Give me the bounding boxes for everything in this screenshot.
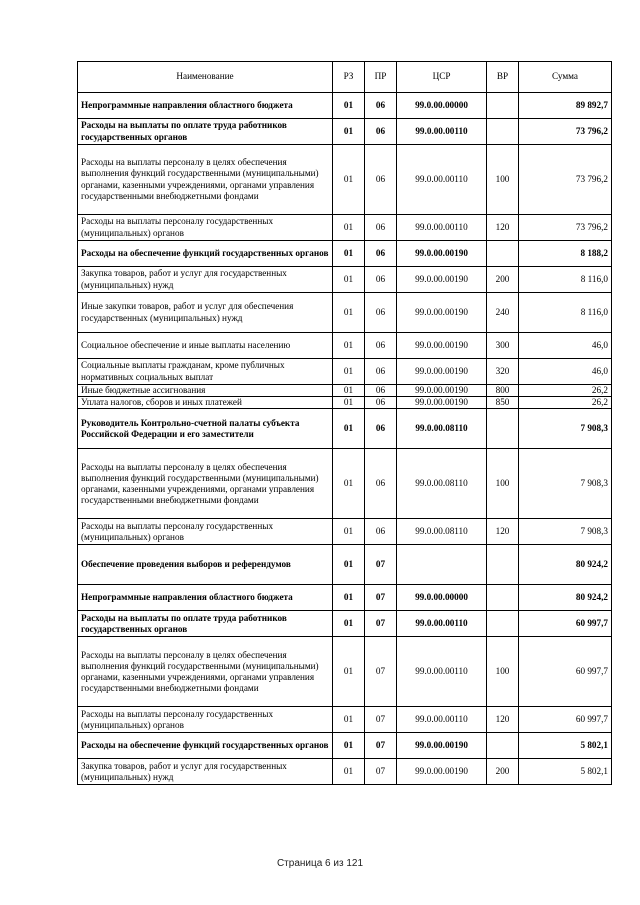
cell-pr: 06 bbox=[365, 93, 397, 119]
cell-rz: 01 bbox=[333, 359, 365, 385]
cell-sum: 8 116,0 bbox=[519, 293, 612, 333]
cell-name: Расходы на выплаты персоналу государственных (муниципальных) органов bbox=[78, 707, 333, 733]
cell-sum: 7 908,3 bbox=[519, 409, 612, 449]
table-row bbox=[78, 733, 612, 759]
cell-vr bbox=[487, 93, 519, 119]
cell-name: Обеспечение проведения выборов и референдумов bbox=[78, 545, 333, 585]
table-row bbox=[78, 545, 612, 585]
cell-name: Иные закупки товаров, работ и услуг для обеспечения государственных (муниципальных) нужд bbox=[78, 293, 333, 333]
cell-vr: 850 bbox=[487, 397, 519, 409]
table-row bbox=[78, 359, 612, 385]
cell-vr bbox=[487, 119, 519, 145]
cell-rz: 01 bbox=[333, 333, 365, 359]
cell-vr bbox=[487, 241, 519, 267]
cell-csr: 99.0.00.00000 bbox=[397, 585, 487, 611]
header-rz: РЗ bbox=[333, 62, 365, 93]
cell-sum: 7 908,3 bbox=[519, 449, 612, 519]
table-row bbox=[78, 333, 612, 359]
cell-rz: 01 bbox=[333, 707, 365, 733]
cell-pr: 07 bbox=[365, 637, 397, 707]
cell-name: Расходы на выплаты персоналу в целях обеспечения выполнения функций государственными (муниципальными) органами, казенными учреждениями, органами управления государственными внебюджетными фондами bbox=[78, 637, 333, 707]
table-row bbox=[78, 449, 612, 519]
cell-rz: 01 bbox=[333, 611, 365, 637]
cell-pr: 06 bbox=[365, 215, 397, 241]
cell-csr: 99.0.00.00190 bbox=[397, 397, 487, 409]
page-number: Страница 6 из 121 bbox=[276, 858, 364, 869]
cell-sum: 26,2 bbox=[519, 385, 612, 397]
cell-rz: 01 bbox=[333, 241, 365, 267]
cell-name: Расходы на выплаты по оплате труда работников государственных органов bbox=[78, 119, 333, 145]
table-row bbox=[78, 93, 612, 119]
cell-csr: 99.0.00.00000 bbox=[397, 93, 487, 119]
cell-name: Расходы на обеспечение функций государственных органов bbox=[78, 733, 333, 759]
header-sum: Сумма bbox=[519, 62, 612, 93]
cell-vr bbox=[487, 733, 519, 759]
cell-vr bbox=[487, 409, 519, 449]
cell-pr: 06 bbox=[365, 397, 397, 409]
cell-pr: 07 bbox=[365, 545, 397, 585]
header-csr: ЦСР bbox=[397, 62, 487, 93]
cell-pr: 06 bbox=[365, 449, 397, 519]
cell-sum: 8 188,2 bbox=[519, 241, 612, 267]
budget-table bbox=[77, 61, 612, 785]
cell-rz: 01 bbox=[333, 585, 365, 611]
table-body bbox=[78, 93, 612, 785]
cell-vr bbox=[487, 611, 519, 637]
cell-pr: 06 bbox=[365, 385, 397, 397]
cell-pr: 07 bbox=[365, 585, 397, 611]
cell-pr: 06 bbox=[365, 409, 397, 449]
cell-csr: 99.0.00.00110 bbox=[397, 145, 487, 215]
cell-csr: 99.0.00.00190 bbox=[397, 333, 487, 359]
table-row bbox=[78, 385, 612, 397]
cell-name: Расходы на выплаты персоналу в целях обеспечения выполнения функций государственными (муниципальными) органами, казенными учреждениями, органами управления государственными внебюджетными фондами bbox=[78, 449, 333, 519]
cell-sum: 73 796,2 bbox=[519, 215, 612, 241]
cell-vr: 100 bbox=[487, 145, 519, 215]
cell-sum: 7 908,3 bbox=[519, 519, 612, 545]
cell-vr: 800 bbox=[487, 385, 519, 397]
cell-pr: 06 bbox=[365, 519, 397, 545]
cell-name: Закупка товаров, работ и услуг для государственных (муниципальных) нужд bbox=[78, 267, 333, 293]
table-row bbox=[78, 119, 612, 145]
cell-sum: 46,0 bbox=[519, 333, 612, 359]
cell-vr bbox=[487, 545, 519, 585]
cell-rz: 01 bbox=[333, 385, 365, 397]
cell-csr: 99.0.00.00110 bbox=[397, 637, 487, 707]
table-row bbox=[78, 611, 612, 637]
cell-rz: 01 bbox=[333, 215, 365, 241]
cell-pr: 07 bbox=[365, 759, 397, 785]
table-row bbox=[78, 241, 612, 267]
table-header-row bbox=[78, 62, 612, 93]
cell-pr: 06 bbox=[365, 145, 397, 215]
cell-sum: 73 796,2 bbox=[519, 119, 612, 145]
cell-vr: 120 bbox=[487, 519, 519, 545]
table-row bbox=[78, 215, 612, 241]
cell-sum: 26,2 bbox=[519, 397, 612, 409]
cell-csr: 99.0.00.00190 bbox=[397, 267, 487, 293]
cell-name: Расходы на выплаты персоналу в целях обеспечения выполнения функций государственными (муниципальными) органами, казенными учреждениями, органами управления государственными внебюджетными фондами bbox=[78, 145, 333, 215]
cell-name: Расходы на выплаты по оплате труда работников государственных органов bbox=[78, 611, 333, 637]
cell-name: Иные бюджетные ассигнования bbox=[78, 385, 333, 397]
table-row bbox=[78, 519, 612, 545]
cell-csr: 99.0.00.00110 bbox=[397, 707, 487, 733]
cell-rz: 01 bbox=[333, 759, 365, 785]
cell-name: Непрограммные направления областного бюджета bbox=[78, 585, 333, 611]
table-row bbox=[78, 585, 612, 611]
cell-vr: 200 bbox=[487, 267, 519, 293]
cell-pr: 06 bbox=[365, 293, 397, 333]
cell-sum: 60 997,7 bbox=[519, 637, 612, 707]
cell-rz: 01 bbox=[333, 267, 365, 293]
cell-rz: 01 bbox=[333, 545, 365, 585]
header-pr: ПР bbox=[365, 62, 397, 93]
cell-sum: 60 997,7 bbox=[519, 611, 612, 637]
cell-sum: 73 796,2 bbox=[519, 145, 612, 215]
cell-rz: 01 bbox=[333, 293, 365, 333]
cell-name: Расходы на обеспечение функций государственных органов bbox=[78, 241, 333, 267]
cell-pr: 06 bbox=[365, 241, 397, 267]
cell-rz: 01 bbox=[333, 733, 365, 759]
cell-sum: 80 924,2 bbox=[519, 585, 612, 611]
cell-rz: 01 bbox=[333, 637, 365, 707]
cell-sum: 8 116,0 bbox=[519, 267, 612, 293]
cell-rz: 01 bbox=[333, 519, 365, 545]
table-row bbox=[78, 145, 612, 215]
cell-csr: 99.0.00.08110 bbox=[397, 449, 487, 519]
table-row bbox=[78, 397, 612, 409]
cell-vr: 120 bbox=[487, 215, 519, 241]
cell-pr: 07 bbox=[365, 733, 397, 759]
cell-csr: 99.0.00.00110 bbox=[397, 215, 487, 241]
cell-rz: 01 bbox=[333, 409, 365, 449]
cell-vr: 120 bbox=[487, 707, 519, 733]
cell-vr: 200 bbox=[487, 759, 519, 785]
cell-sum: 5 802,1 bbox=[519, 733, 612, 759]
cell-rz: 01 bbox=[333, 119, 365, 145]
cell-rz: 01 bbox=[333, 145, 365, 215]
cell-name: Социальные выплаты гражданам, кроме публичных нормативных социальных выплат bbox=[78, 359, 333, 385]
cell-sum: 60 997,7 bbox=[519, 707, 612, 733]
cell-vr: 320 bbox=[487, 359, 519, 385]
cell-pr: 06 bbox=[365, 333, 397, 359]
cell-pr: 07 bbox=[365, 707, 397, 733]
cell-name: Непрограммные направления областного бюджета bbox=[78, 93, 333, 119]
table-row bbox=[78, 637, 612, 707]
table-row bbox=[78, 759, 612, 785]
cell-csr: 99.0.00.08110 bbox=[397, 409, 487, 449]
cell-sum: 5 802,1 bbox=[519, 759, 612, 785]
cell-pr: 07 bbox=[365, 611, 397, 637]
cell-csr: 99.0.00.00110 bbox=[397, 119, 487, 145]
cell-csr: 99.0.00.00190 bbox=[397, 733, 487, 759]
cell-sum: 80 924,2 bbox=[519, 545, 612, 585]
cell-rz: 01 bbox=[333, 397, 365, 409]
cell-csr: 99.0.00.00190 bbox=[397, 241, 487, 267]
cell-pr: 06 bbox=[365, 267, 397, 293]
cell-pr: 06 bbox=[365, 119, 397, 145]
cell-sum: 46,0 bbox=[519, 359, 612, 385]
table-row bbox=[78, 293, 612, 333]
cell-name: Расходы на выплаты персоналу государственных (муниципальных) органов bbox=[78, 215, 333, 241]
header-vr: ВР bbox=[487, 62, 519, 93]
cell-rz: 01 bbox=[333, 93, 365, 119]
cell-pr: 06 bbox=[365, 359, 397, 385]
cell-sum: 89 892,7 bbox=[519, 93, 612, 119]
cell-csr: 99.0.00.00190 bbox=[397, 359, 487, 385]
header-name: Наименование bbox=[78, 62, 333, 93]
cell-name: Закупка товаров, работ и услуг для государственных (муниципальных) нужд bbox=[78, 759, 333, 785]
cell-rz: 01 bbox=[333, 449, 365, 519]
cell-vr bbox=[487, 585, 519, 611]
cell-csr: 99.0.00.00190 bbox=[397, 385, 487, 397]
cell-csr: 99.0.00.00110 bbox=[397, 611, 487, 637]
cell-name: Уплата налогов, сборов и иных платежей bbox=[78, 397, 333, 409]
cell-vr: 100 bbox=[487, 449, 519, 519]
cell-csr bbox=[397, 545, 487, 585]
cell-name: Расходы на выплаты персоналу государственных (муниципальных) органов bbox=[78, 519, 333, 545]
cell-vr: 300 bbox=[487, 333, 519, 359]
cell-name: Социальное обеспечение и иные выплаты населению bbox=[78, 333, 333, 359]
table-row bbox=[78, 267, 612, 293]
cell-csr: 99.0.00.08110 bbox=[397, 519, 487, 545]
cell-vr: 100 bbox=[487, 637, 519, 707]
cell-csr: 99.0.00.00190 bbox=[397, 759, 487, 785]
cell-csr: 99.0.00.00190 bbox=[397, 293, 487, 333]
table-row bbox=[78, 707, 612, 733]
cell-name: Руководитель Контрольно-счетной палаты субъекта Российской Федерации и его заместители bbox=[78, 409, 333, 449]
cell-vr: 240 bbox=[487, 293, 519, 333]
table-row bbox=[78, 409, 612, 449]
